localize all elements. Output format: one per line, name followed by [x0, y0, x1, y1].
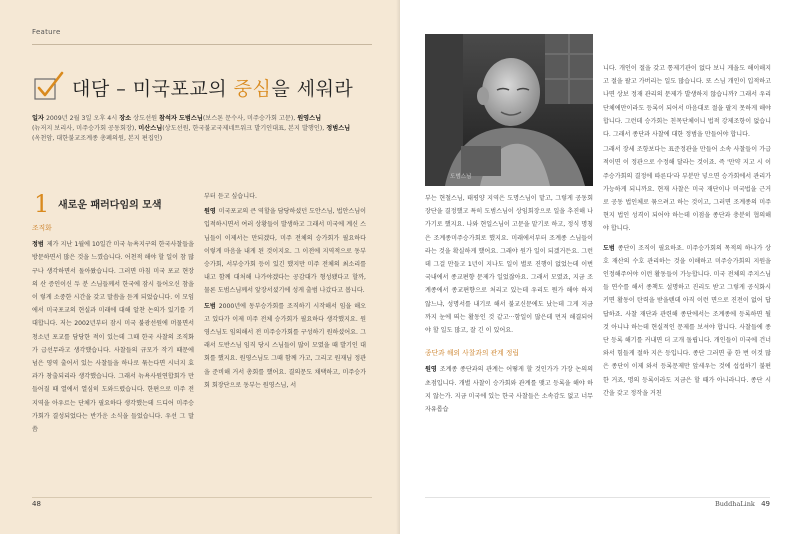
title-prefix: 대담 – 미국포교의: [72, 77, 234, 100]
title-suffix: 을 세워라: [271, 77, 354, 100]
paragraph: 부터 듣고 싶습니다.: [204, 193, 257, 200]
section-label: Feature: [32, 28, 61, 36]
right-column-1: [425, 192, 593, 418]
section-number: 1: [34, 190, 50, 218]
attendee-2-name: 원영스님: [297, 115, 322, 122]
paragraph: 부는 현철스님, 태평양 지역은 도명스님이 맡고, 그렇게 공동회장단을 결정했고 특히 도범스님이 상임회장으로 일을 추진해 나가기로 했지요. 나와 현일스님이 고문을 맡기로 하고, 정식 명칭은 조계종미주승가회로 했지요. 미래에서부터 조계종 스님들이라는 것을 확실하게 했어요. 그래야 원가 일이 되겠거든요. 그런데 그걸 만들고 1년이 지나도 일이 별로 진행이 없었는데 이번 국내에서 종교편향 문제가 일었잖아요. 그래서 모였죠, 지금 조계종에서 종교편향으로 처리고 있는데 우리도 뭔가 해야 하지 않느냐, 성명서를 내기로 해서 불교신문에도 났는데 그게 지금까지 눈에 띄는 활동인 것 같고···함일이 많은데 먼저 해결되어야 할 일도 많고, 잘 긴 이 있어요.: [425, 195, 593, 335]
attendee-1-desc: (보스톤 문수사, 미주승가회 고문),: [202, 115, 296, 122]
publication-name: BuddhaLink: [714, 500, 755, 508]
interview-info: [32, 114, 362, 144]
speaker-name: 원영: [425, 366, 437, 374]
monk-photo: [425, 34, 593, 186]
article-title: [32, 70, 353, 104]
right-column-2: [603, 62, 771, 402]
paragraph: [32, 238, 194, 436]
left-column-1: [32, 222, 194, 438]
info-place: 상도선원: [133, 115, 158, 122]
paragraph-text: 조계종 종단과의 관계는 어떻게 할 것인가가 가장 논의의 초점입니다. 개별 사찰이 승가회와 관계를 맺고 등록을 해야 하지 않는가. 지금 미국에 있는 한국 사찰들은 소속감도 없고 너무 자유롭습: [425, 366, 593, 414]
photo-caption: 도범스님: [450, 174, 472, 180]
paragraph: [603, 242, 771, 400]
attendee-3-desc: (상도선원, 한국불교국제네트워크 발기인대표, 본지 발행인),: [162, 125, 325, 132]
title-accent: 중심: [233, 77, 272, 100]
footer-rule: [32, 497, 372, 498]
paragraph: [204, 205, 366, 297]
attendee-1-name: 도범스님: [178, 115, 203, 122]
page-number-right: 49: [761, 500, 770, 508]
speaker-name: 도범: [603, 244, 615, 252]
attendee-4-desc: (옥천암, 대한불교조계종 총폐의원, 본지 편집인): [32, 135, 163, 142]
footer-rule: [425, 497, 770, 498]
paragraph: [425, 363, 593, 416]
speaker-name: 원영: [204, 208, 216, 216]
subsection-label: 조직화: [32, 224, 52, 232]
page-number-left: 48: [32, 500, 41, 508]
paragraph: 니다. 개인이 절을 갖고 통제기관이 없다 보니 게을도 해이해지고 절을 팔고 가버리는 일도 많습니다. 또 스님 개인이 입적하고 나면 상보 정재 관리의 문제가 발생하지 않습니까? 그래서 우리 단체에만이라도 등록이 되어서 마음대로 절을 팔지 못하게 해야 합니다. 그런데 승가회는 친목단체이니 법적 강제조항이 없습니다. 그래서 종단과 사찰에 대한 정범을 만들어야 합니다.: [603, 65, 771, 139]
speaker-name: 정범: [32, 241, 44, 249]
title-text: [72, 74, 353, 101]
paragraph: 그래서 장세 조항보다는 표준정관을 만들어 소속 사찰들이 가급적이면 이 정관으로 수정해 달라는 것이죠. 즉 '만약 지고 시 이 주승가회의 결정에 따른다'라 부분만 넣으면 승가회에서 관리가 가능하게 되니까요. 현재 사찰은 미국 재단이나 미국법을 근거로 공동 법인체로 묶으려고 하는 것이고, 그러면 조계종의 미주 현지 법인 성격이 되어야 하는데 이점을 종단과 충분히 협의해야 합니다.: [603, 146, 771, 233]
paragraph: [204, 300, 366, 392]
attendee-2-desc: (뉴저지 보리사, 미주승가회 공동회장),: [32, 125, 137, 132]
info-line-3: [32, 134, 362, 144]
section-heading: 새로운 패러다임의 모색: [58, 200, 162, 211]
info-label-attendees: 참석자: [159, 115, 177, 122]
speaker-name: 도범: [204, 302, 216, 310]
paragraph-text: 2000년에 동부승가회를 조직하기 시작해서 임을 해오고 있다가 이제 미주 전체 승가회가 필요하다 생각했지요. 원영스님도 임의해서 전 미주승가회를 구성하기 원하셨어요. 그래서 도반스님 임직 당시 스님들이 많이 모였을 때 발기인 대회를 했지요. 원영스님도 그때 함께 가고, 그리고 원재님 정관을 준비해 거서 총회를 했어요. 결의문도 채택하고, 미주승가회 회장단으로 동부는 원영스님, 서: [204, 302, 366, 389]
left-column-2: [204, 190, 366, 394]
checkbox-check-icon: [32, 70, 66, 104]
paragraph-text: 미국포교의 큰 역할을 담당하셨던 도안스님, 법안스님이 입적하시면서 여러 상황들이 발생하고 그래서 미국에 계신 스님들이 이제서는 만되겠다, 미주 전체의 승가회가 필요하다 이렇게 마음을 내게 된 것이지요. 그 이전에 지역적으로 동부승가회, 서부승가회 등이 있긴 했지만 미주 전체의 최소리를 내고 함께 대처해 나가야겠다는 공감대가 형성됐다고 할까, 물론 도범스님께서 앞장서셨기에 성게 출범 나갔다고 봅니다.: [204, 208, 366, 295]
info-line-1: [32, 114, 362, 124]
info-date: 2009년 2월 3일 오후 4시: [45, 115, 118, 122]
info-label-place: 장소: [119, 115, 132, 122]
subsection-heading: 종단과 해외 사찰과의 관계 정립: [425, 349, 519, 358]
paragraph-text: 제가 지난 1월에 10일간 미국 뉴욕지구의 한국사찰들을 방문하면서 많은 것을 느꼈습니다. 어천적 해야 할 일이 참 많구나 생각하면서 돌아왔습니다. 그러면 마침 미국 포교 현장의 산 증인이신 두 분 스님들께서 한국에 잠시 들어오신 참을 이 렇게 소중한 시간을 갖고 말씀을 듣게 되었습니다. 이 모임에서 미국포교의 현실과 미래에 대해 알찬 논의가 있기를 기대합니다. 저는 2002년부터 잠시 미국 불광선원에 머물면서 청소년 포교를 담당한 적이 있는데 그때 한국 사찰의 조직화가 급선무라고 생각했습니다. 사찰들의 규모가 작기 때문에 넘은 영역 출어서 있는 사찰들을 하나로 묶는다면 시너지 효과가 창출되리라 생각했습니다. 그래서 뉴욕사원연합회가 만들어질 때 열에서 열심히 도와드렸습니다. 한편으로 미주 전 지역을 아우르는 단체가 필요하다 생각했는데 드디어 미주승가회가 결성되었다는 반가운 소식을 들었습니다. 우선 그 말씀: [32, 241, 194, 434]
info-line-2: [32, 124, 362, 134]
attendee-3-name: 미산스님: [138, 125, 163, 132]
info-label-date: 일자: [32, 115, 44, 122]
section-rule: [32, 44, 372, 45]
attendee-4-name: 정범스님: [326, 125, 351, 132]
paragraph-text: 종단이 조직이 필요하죠. 미주승가회의 목적의 하나가 상호 재산의 수호 관리하는 것을 이해하고 미주승가회의 지원을 인정해주어야 이런 활동들이 가능합니다. 미국 전체의 주지스님들 연수를 해서 종책도 설명하고 진리도 받고 그렇게 공식화시키면 활동이 탄력을 받을텐데 아직 이런 면으로 진전이 없어 답답하죠. 사찰 재단과 관련해 종단에서는 조계종에 등록하면 될 것 아니냐 하는데 현실적인 문제를 보셔야 합니다. 사찰들에 종단 등록 해기를 커내면 더 고개 돌립니다. 개인들이 미국에 건너와서 힘들게 절하 지은 등입니다. 종단 그러면 좋 한 번 이것 많은 종단이 이제 와서 등록문제만 앞세우는 것에 섭섭하기 불편한 거죠, 명의 등록이라도 지금은 할 때가 아니라니다. 종단 시간을 갖고 정작을 거친: [603, 244, 771, 397]
page-number-right-group: [715, 500, 770, 508]
